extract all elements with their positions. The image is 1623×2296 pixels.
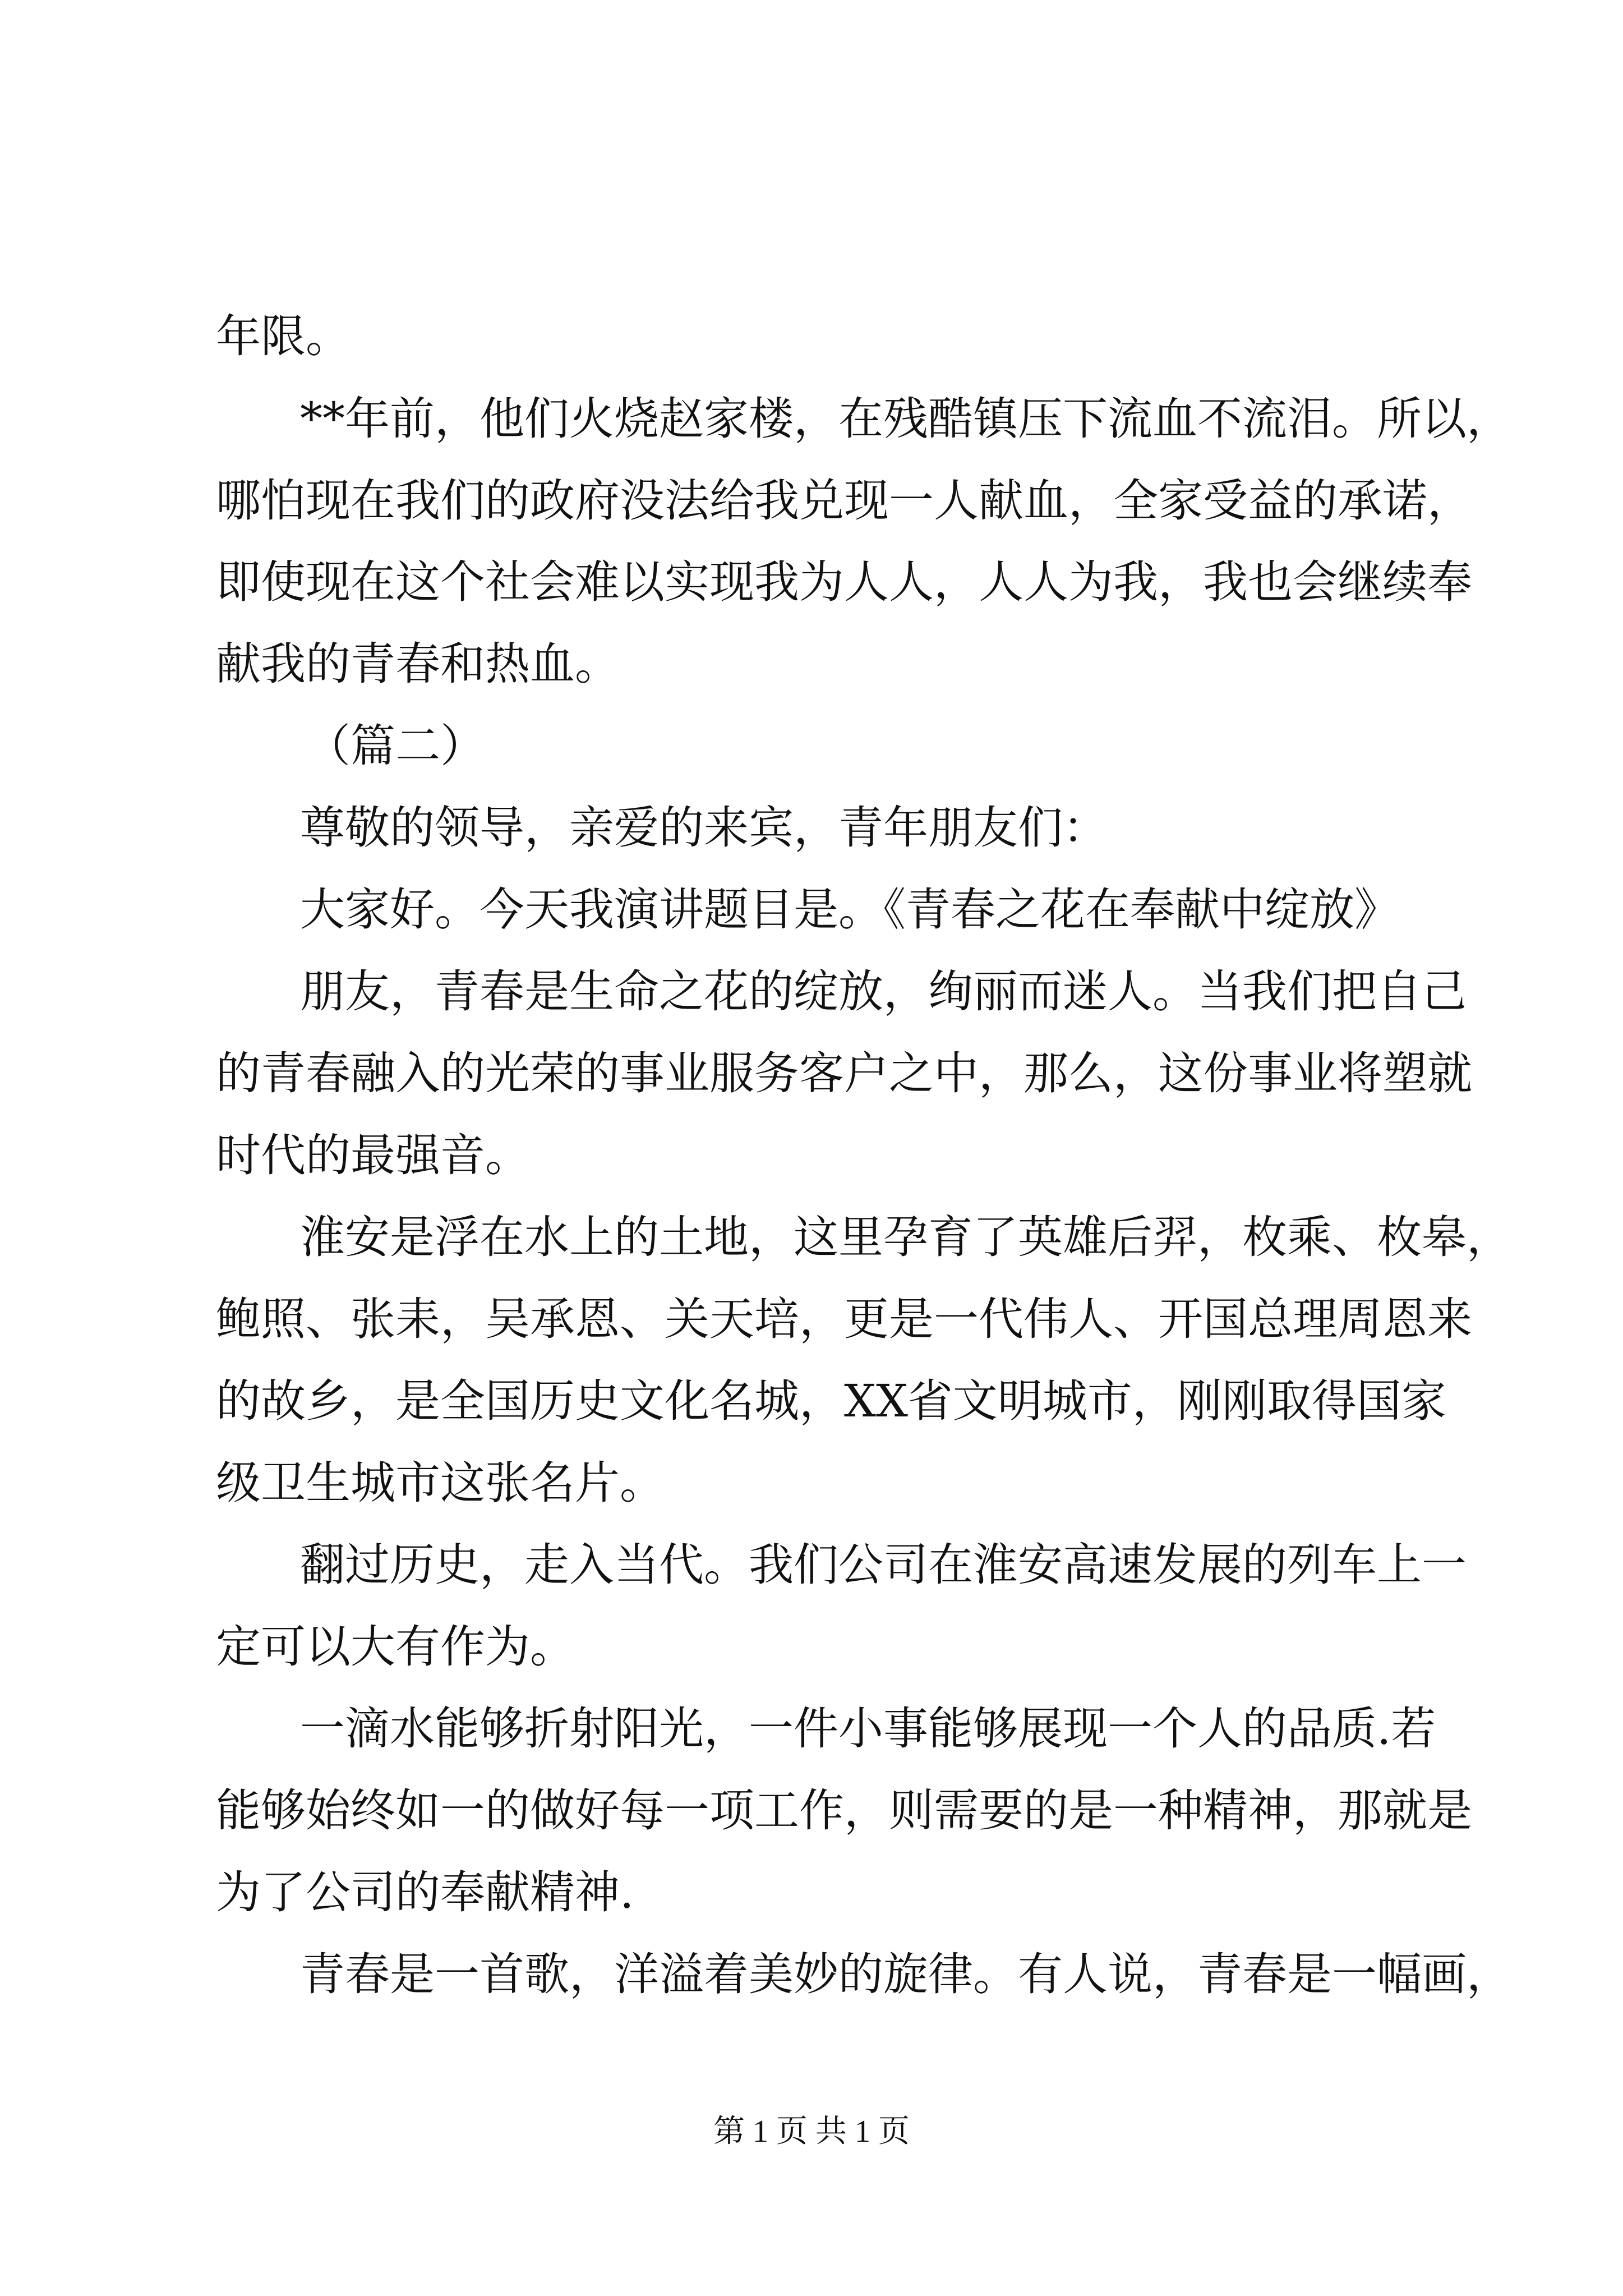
text-line: 为了公司的奉献精神. xyxy=(216,1866,634,1918)
text-line: 翻过历史，走入当代。我们公司在淮安高速发展的列车上一 xyxy=(300,1539,1467,1591)
text-line: 时代的最强音。 xyxy=(216,1129,530,1181)
text-line: 淮安是浮在水上的土地，这里孕育了英雄后羿，枚乘、枚皋， xyxy=(300,1211,1511,1263)
text-line: 朋友，青春是生命之花的绽放，绚丽而迷人。当我们把自己 xyxy=(300,965,1467,1018)
text-line: 献我的青春和热血。 xyxy=(216,638,620,690)
text-line: 一滴水能够折射阳光，一件小事能够展现一个人的品质.若 xyxy=(300,1703,1436,1755)
text-line: 级卫生城市这张名片。 xyxy=(216,1457,665,1509)
section-heading: （篇二） xyxy=(306,720,485,772)
text-line: 年限。 xyxy=(216,310,351,362)
text-line: 鲍照、张耒，吴承恩、关天培，更是一代伟人、开国总理周恩来 xyxy=(216,1293,1472,1345)
text-line: 能够始终如一的做好每一项工作，则需要的是一种精神，那就是 xyxy=(216,1784,1472,1837)
text-line: 的青春融入的光荣的事业服务客户之中，那么，这份事业将塑就 xyxy=(216,1047,1472,1099)
text-line: 青春是一首歌，洋溢着美妙的旋律。有人说，青春是一幅画， xyxy=(300,1948,1511,2000)
text-line: 定可以大有作为。 xyxy=(216,1621,575,1673)
text-line: 的故乡，是全国历史文化名城，XX省文明城市，刚刚取得国家 xyxy=(216,1375,1446,1427)
text-line: 即使现在这个社会难以实现我为人人，人人为我，我也会继续奉 xyxy=(216,556,1472,608)
page-number-footer: 第 1 页 共 1 页 xyxy=(713,2114,910,2149)
text-line: 大家好。今天我演讲题目是。《青春之花在奉献中绽放》 xyxy=(300,884,1399,936)
text-line: 尊敬的领导，亲爱的来宾，青年朋友们： xyxy=(300,802,1108,854)
text-line: **年前，他们火烧赵家楼，在残酷镇压下流血不流泪。所以， xyxy=(300,393,1511,445)
text-line: 哪怕现在我们的政府没法给我兑现一人献血，全家受益的承诺， xyxy=(216,475,1472,527)
